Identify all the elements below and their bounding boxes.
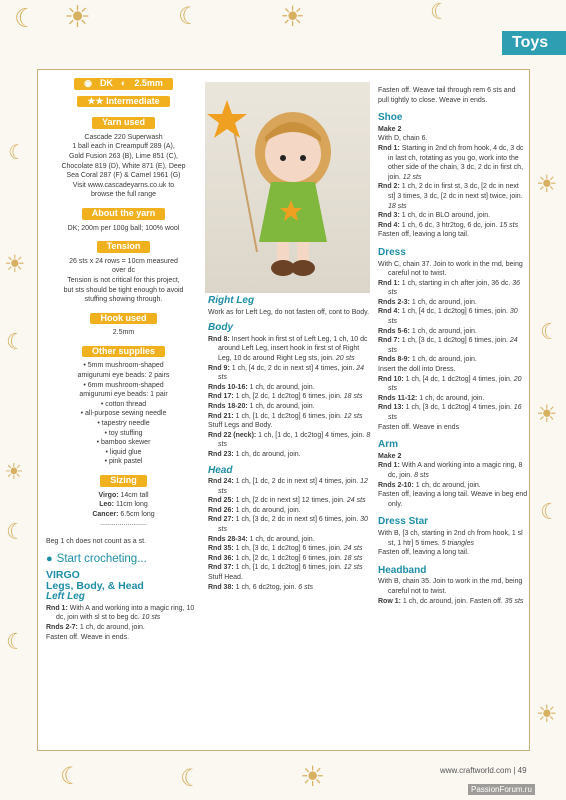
yarn-weight-label: DK	[99, 78, 113, 88]
row-text: 1 ch, 2 dc in first st, 3 dc, [2 dc in next st] 3 times, 3 dc, [2 dc in next st] twice, join.	[388, 183, 523, 200]
other-supplies-heading: Other supplies	[82, 346, 165, 358]
yarn-used-heading: Yarn used	[92, 117, 155, 129]
row-text: With C, chain 37. Join to work in the rnd, being careful not to twist.	[378, 260, 523, 278]
moon-icon: ☾	[6, 330, 26, 355]
row-count: 6 sts	[296, 583, 314, 591]
row-lead: Rnd 2:	[378, 183, 400, 191]
yarn-ball-icon: ◉	[84, 78, 92, 88]
row-count: 18 sts	[341, 393, 363, 401]
left-leg-heading: Left Leg	[46, 591, 85, 603]
sizing-row	[46, 500, 201, 510]
row-text: 1 ch, [1 dc, 2 dc in next st] 4 times, join.	[233, 478, 359, 486]
row-text: Fasten off. Weave in ends.	[46, 633, 130, 641]
row-lead: Rnd 4:	[378, 221, 400, 229]
row-text: 1 ch, [3 dc, 1 dc2tog] 6 times, join.	[233, 545, 342, 553]
row-text: 1 ch, 6 dc, 3 htr2tog, 6 dc, join.	[399, 221, 498, 229]
pattern-row	[378, 548, 528, 558]
pattern-row	[378, 336, 528, 355]
row-count: 20 sts	[333, 354, 355, 362]
pattern-row	[208, 583, 371, 593]
pattern-row	[378, 298, 528, 308]
dress-rows	[378, 260, 528, 433]
shoe-rows	[378, 134, 528, 240]
about-yarn-heading: About the yarn	[82, 208, 166, 220]
list-item: amigurumi eye beads: 2 pairs	[77, 372, 170, 380]
moon-icon: ☾	[60, 762, 82, 790]
pattern-row	[378, 134, 528, 144]
page-footer	[440, 766, 527, 775]
yarn-used-text	[46, 133, 201, 200]
row-text: 1 ch, [4 dc, 2 dc in next st] 4 times, join.	[229, 364, 355, 372]
pattern-row	[378, 529, 528, 548]
row-count: 18 sts	[388, 202, 407, 210]
level-badge	[77, 96, 169, 108]
row-lead: Rnd 1:	[46, 604, 68, 612]
list-item: • all-purpose sewing needle	[80, 410, 167, 418]
sun-icon: ☀	[536, 700, 558, 728]
head-rows	[208, 477, 371, 592]
moon-icon: ☾	[180, 764, 202, 792]
pattern-row	[208, 402, 371, 412]
row-lead: Rnd 37:	[208, 564, 234, 572]
sun-icon: ☀	[4, 250, 26, 278]
pattern-row	[208, 515, 371, 534]
row-text: 1 ch, [1 dc, 1 dc2tog] 6 times, join.	[233, 564, 342, 572]
pattern-row	[378, 403, 528, 422]
body-rows	[208, 335, 371, 460]
row-text: 1 ch, dc around, join.	[233, 506, 301, 514]
level-stars: ★★	[87, 95, 104, 106]
pattern-row	[208, 450, 371, 460]
sizing-list	[46, 491, 201, 529]
moon-icon: ☾	[8, 140, 26, 164]
note-text: Beg 1 ch does not count as a st.	[46, 537, 147, 545]
row-count: 20 sts	[388, 375, 522, 393]
tension-text	[46, 257, 201, 305]
row-lead: Rnd 17:	[208, 393, 234, 401]
row-text: Fasten off, leaving a long tail. Weave in beg end only.	[378, 491, 528, 508]
pattern-row	[46, 633, 201, 643]
row-count: 24 sts	[218, 364, 365, 382]
yarn-line: Gold Fusion 263 (B), Lime 851 (C),	[69, 152, 178, 160]
row-text: 1 ch, starting in ch after join, 36 dc.	[399, 279, 511, 287]
dress-star-heading: Dress Star	[378, 516, 429, 528]
row-count: 8 sts	[218, 431, 371, 449]
row-text: 1 ch, dc around, join. Fasten off.	[400, 597, 503, 605]
row-text: Fasten off. Weave in ends	[378, 423, 460, 431]
footer-site: www.craftworld.com	[440, 766, 512, 775]
row-lead: Rnd 36:	[208, 554, 234, 562]
pattern-row	[378, 230, 528, 240]
sizing-value: 6.5cm long	[118, 510, 155, 518]
row-text: 1 ch, [4 dc, 1 dc2tog] 6 times, join.	[399, 308, 508, 316]
row-text: 1 ch, dc around, join.	[409, 356, 477, 364]
row-count: 16 sts	[388, 404, 522, 421]
row-text: 1 ch, dc around, join.	[247, 535, 315, 543]
headband-heading: Headband	[378, 564, 427, 576]
left-leg-rows	[46, 604, 201, 642]
row-text: Fasten off, leaving a long tail.	[378, 231, 469, 239]
sizing-heading: Sizing	[100, 475, 147, 487]
list-item: • pink pastel	[104, 458, 143, 466]
row-text: With A and working into a magic ring, 10 dc, join with sl st to beg dc.	[56, 604, 195, 622]
pattern-row	[208, 563, 371, 573]
pattern-row	[208, 506, 371, 516]
dotted-divider: ........................	[100, 520, 147, 528]
row-lead: Rnds 2-10:	[378, 481, 414, 489]
right-column	[378, 86, 528, 606]
pattern-row	[208, 535, 371, 545]
sizing-value: 11cm long	[114, 501, 148, 509]
wand-star	[207, 100, 247, 138]
row-lead: Rnd 8:	[208, 335, 230, 343]
pattern-row	[378, 423, 528, 433]
list-item: • 6mm mushroom-shaped	[83, 381, 164, 389]
row-count: 12 sts	[218, 478, 368, 495]
pattern-row	[208, 431, 371, 450]
section-tab: Toys	[502, 31, 566, 55]
row-text: 1 ch, [3 dc, 1 dc2tog] 6 times, join.	[399, 337, 508, 345]
row-lead: Rnd 27:	[208, 516, 234, 524]
pattern-row	[378, 307, 528, 326]
row-count: 15 sts	[497, 221, 519, 229]
yarn-line: Chocolate 819 (D), White 871 (E), Deep	[61, 162, 186, 170]
headband-rows	[378, 577, 528, 606]
pattern-row	[378, 490, 528, 509]
list-item: • toy stuffing	[104, 429, 143, 437]
pattern-row	[378, 279, 528, 298]
dress-heading: Dress	[378, 246, 406, 258]
pattern-row	[378, 365, 528, 375]
row-text: With A and working into a magic ring, 8 dc, join.	[388, 462, 523, 479]
right-leg-text: Work as for Left Leg, do not fasten off, cont to Body.	[208, 308, 370, 316]
pattern-row	[378, 375, 528, 394]
row-text: 1 ch, [1 dc, 1 dc2tog] 4 times, join.	[256, 431, 365, 439]
hook-icon: ◐	[120, 78, 127, 88]
list-item: amigurumi eye beads: 1 pair	[79, 391, 168, 399]
start-crocheting-label: Start crocheting...	[56, 552, 147, 565]
row-lead: Rnd 23:	[208, 450, 234, 458]
sun-icon: ☀	[536, 170, 558, 198]
sidebar-column	[46, 78, 201, 642]
row-count: 5 triangles	[439, 539, 474, 547]
doll-photo	[205, 82, 370, 293]
pattern-row	[378, 597, 528, 607]
row-lead: Rnd 38:	[208, 583, 234, 591]
pattern-row	[208, 477, 371, 496]
pattern-row	[378, 327, 528, 337]
row-lead: Row 1:	[378, 597, 401, 605]
row-text: Insert the doll into Dress.	[378, 366, 456, 374]
pattern-row	[208, 573, 371, 583]
middle-column	[208, 296, 371, 592]
moon-icon: ☾	[6, 520, 26, 545]
hook-used-text: 2.5mm	[112, 329, 135, 337]
sizing-label: Cancer:	[92, 510, 119, 518]
list-item: • tapestry needle	[97, 420, 150, 428]
row-text: 1 ch, dc around, join.	[247, 402, 315, 410]
yarn-line: 1 ball each in Creampuff 289 (A),	[72, 143, 175, 151]
row-lead: Rnd 24:	[208, 478, 234, 486]
row-text: 1 ch, [2 dc, 1 dc2tog] 6 times, join.	[233, 554, 342, 562]
doll-leg	[297, 242, 309, 262]
pattern-row	[378, 211, 528, 221]
row-text: 1 ch, dc in BLO around, join.	[399, 212, 491, 220]
arm-rows	[378, 461, 528, 509]
moon-icon: ☾	[14, 4, 38, 34]
pattern-row	[208, 364, 371, 383]
row-lead: Rnd 26:	[208, 506, 234, 514]
row-lead: Rnd 25:	[208, 497, 234, 505]
wand-stick	[233, 124, 257, 252]
row-lead: Rnd 7:	[378, 337, 400, 345]
row-count: 12 sts	[341, 412, 363, 420]
pattern-row	[378, 182, 528, 211]
row-text: 1 ch, dc around, join.	[409, 298, 477, 306]
pattern-row	[208, 554, 371, 564]
row-lead: Rnd 22 (neck):	[208, 431, 257, 439]
row-text: Starting in 2nd ch from hook, 4 dc, 3 dc in last ch, rotating as you go, work into the other side of the chain, 3 dc, 2 dc in first ch, join.	[388, 144, 524, 181]
sun-icon: ☀	[280, 0, 306, 33]
doll-eye	[280, 155, 286, 161]
pattern-row	[378, 461, 528, 480]
yarn-line: Visit www.cascadeyarns.co.uk to	[72, 181, 175, 189]
row-lead: Rnds 11-12:	[378, 394, 418, 402]
virgo-doll-illustration	[205, 82, 370, 293]
shoe-make: Make 2	[378, 125, 402, 133]
hook-size-label: 2.5mm	[134, 78, 163, 88]
supplies-list	[46, 361, 201, 467]
row-count: 24 sts	[341, 545, 363, 553]
pattern-row	[46, 623, 201, 633]
hook-used-heading: Hook used	[90, 313, 156, 325]
row-lead: Rnd 1:	[378, 144, 400, 152]
arm-heading: Arm	[378, 439, 399, 451]
row-lead: Rnd 4:	[378, 308, 400, 316]
moon-icon: ☾	[178, 2, 200, 30]
pattern-row	[378, 394, 528, 404]
sun-icon: ☀	[64, 0, 91, 35]
head-heading: Head	[208, 464, 233, 476]
row-lead: Rnds 28-34:	[208, 535, 248, 543]
pattern-row	[378, 481, 528, 491]
row-lead: Rnd 1:	[378, 462, 400, 470]
pattern-row	[46, 604, 201, 623]
row-text: 1 ch, dc around, join.	[413, 481, 481, 489]
sun-icon: ☀	[4, 460, 24, 485]
footer-separator: |	[513, 766, 516, 775]
row-text: 1 ch, dc around, join.	[409, 327, 477, 335]
row-text: 1 ch, [3 dc, 2 dc in next st] 6 times, join.	[233, 516, 359, 524]
sun-icon: ☀	[536, 400, 558, 428]
yarn-line: Cascade 220 Superwash	[84, 133, 163, 141]
row-text: With B, [3 ch, starting in 2nd ch from hook, 1 sl st, 1 htr] 5 times.	[378, 529, 523, 547]
about-yarn-text: DK; 200m per 100g ball; 100% wool	[67, 224, 180, 232]
row-text: 1 ch, dc around, join.	[233, 450, 301, 458]
row-count: 24 sts	[388, 337, 518, 354]
row-text: 1 ch, 6 dc2tog, join.	[233, 583, 297, 591]
row-count: 30 sts	[388, 308, 518, 326]
row-text: With B, chain 35. Join to work in the rnd, being careful not to twist.	[378, 578, 523, 595]
row-text: 1 ch, [4 dc, 1 dc2tog] 4 times, join.	[403, 375, 512, 383]
pattern-row	[208, 544, 371, 554]
yarn-weight-badge	[74, 78, 173, 90]
dress-star-rows	[378, 529, 528, 558]
row-count: 24 sts	[344, 497, 366, 505]
yarn-line: browse the full range	[91, 191, 156, 199]
tension-line: Tension is not critical for this project,	[67, 276, 180, 284]
moon-icon: ☾	[540, 320, 560, 345]
row-lead: Rnd 1:	[378, 279, 400, 287]
pattern-row	[208, 412, 371, 422]
row-text: Stuff Head.	[208, 574, 243, 582]
tension-line: stuffing showing through.	[84, 296, 163, 304]
row-count: 10 sts	[139, 614, 161, 622]
arm-make: Make 2	[378, 452, 402, 460]
row-lead: Rnds 2-3:	[378, 298, 410, 306]
row-lead: Rnds 18-20:	[208, 402, 248, 410]
sun-icon: ☀	[300, 760, 326, 793]
pattern-row	[208, 496, 371, 506]
level-label: Intermediate	[106, 95, 160, 106]
row-lead: Rnd 9:	[208, 364, 230, 372]
moon-icon: ☾	[540, 500, 560, 525]
sizing-label: Virgo:	[98, 491, 119, 499]
list-item: • 5mm mushroom-shaped	[83, 362, 164, 370]
pattern-row	[378, 144, 528, 182]
row-lead: Rnd 10:	[378, 375, 404, 383]
row-lead: Rnds 2-7:	[46, 623, 78, 631]
start-crocheting-heading	[46, 552, 201, 565]
row-text: 1 ch, dc around, join.	[417, 394, 485, 402]
virgo-heading: VIRGO	[46, 569, 80, 582]
doll-eye	[300, 155, 306, 161]
row-text: 1 ch, dc around, join.	[247, 383, 315, 391]
tension-line: but sts should be tight enough to avoid	[63, 286, 184, 294]
list-item: • cotton thread	[100, 400, 147, 408]
doll-shoe	[291, 260, 315, 276]
head-finish-text: Fasten off. Weave tail through rem 6 sts and pull tightly to close. Weave in ends.	[378, 87, 516, 104]
row-text: 1 ch, [3 dc, 1 dc2tog] 4 times, join.	[403, 404, 512, 412]
yarn-ball-icon: ●	[46, 552, 53, 565]
row-count: 30 sts	[218, 516, 368, 534]
body-heading: Body	[208, 322, 233, 334]
row-lead: Rnd 3:	[378, 212, 400, 220]
sizing-row	[46, 491, 201, 501]
shoe-heading: Shoe	[378, 112, 403, 124]
row-lead: Rnds 8-9:	[378, 356, 410, 364]
sizing-row	[46, 510, 201, 520]
pattern-row	[208, 335, 371, 364]
pattern-row	[208, 421, 371, 431]
row-text: 1 ch, dc around, join.	[77, 623, 145, 631]
tension-line: 26 sts x 24 rows = 10cm measured	[69, 257, 178, 265]
virgo-subheading: Legs, Body, & Head	[46, 580, 144, 593]
row-count: 8 sts	[412, 471, 429, 479]
pattern-row	[378, 221, 528, 231]
row-lead: Rnd 21:	[208, 412, 234, 420]
right-leg-heading: Right Leg	[208, 295, 255, 306]
pattern-row	[378, 577, 528, 596]
pattern-row	[208, 392, 371, 402]
moon-icon: ☾	[6, 630, 26, 655]
row-text: 1 ch, [1 dc, 1 dc2tog] 6 times, join.	[233, 412, 342, 420]
row-count: 12 sts	[341, 564, 363, 572]
row-lead: Rnds 5-6:	[378, 327, 410, 335]
sizing-label: Leo:	[99, 501, 115, 509]
yarn-line: Sea Coral 287 (F) & Camel 1961 (G)	[66, 172, 181, 180]
doll-leg	[277, 242, 289, 262]
pattern-row	[378, 355, 528, 365]
row-lead: Rnd 35:	[208, 545, 234, 553]
tension-line: over dc	[112, 267, 135, 275]
row-count: 35 sts	[502, 597, 524, 605]
row-lead: Rnds 10-16:	[208, 383, 248, 391]
row-text: Insert hook in first st of Left Leg, 1 ch, 10 dc around Left Leg, insert hook in first st of Right Leg, 10 dc around Right Leg sts, join.	[218, 335, 368, 362]
row-text: 1 ch, [2 dc in next st] 12 times, join.	[233, 497, 345, 505]
moon-icon: ☾	[430, 0, 450, 25]
watermark: PassionForum.ru	[468, 784, 535, 795]
pattern-row	[378, 260, 528, 279]
row-text: 1 ch, [2 dc, 1 dc2tog] 6 times, join.	[233, 393, 342, 401]
row-text: Fasten off, leaving a long tail.	[378, 549, 469, 557]
sizing-value: 14cm tall	[118, 491, 149, 499]
list-item: • bamboo skewer	[96, 439, 151, 447]
page-number: 49	[517, 766, 527, 775]
row-text: Stuff Legs and Body.	[208, 422, 273, 430]
pattern-row	[208, 383, 371, 393]
row-text: With D, chain 6.	[378, 135, 428, 143]
row-count: 36 sts	[388, 279, 521, 297]
list-item: • liquid glue	[105, 448, 142, 456]
row-lead: Rnd 13:	[378, 404, 404, 412]
row-count: 12 sts	[400, 173, 422, 181]
row-count: 18 sts	[341, 554, 363, 562]
tension-heading: Tension	[97, 241, 151, 253]
